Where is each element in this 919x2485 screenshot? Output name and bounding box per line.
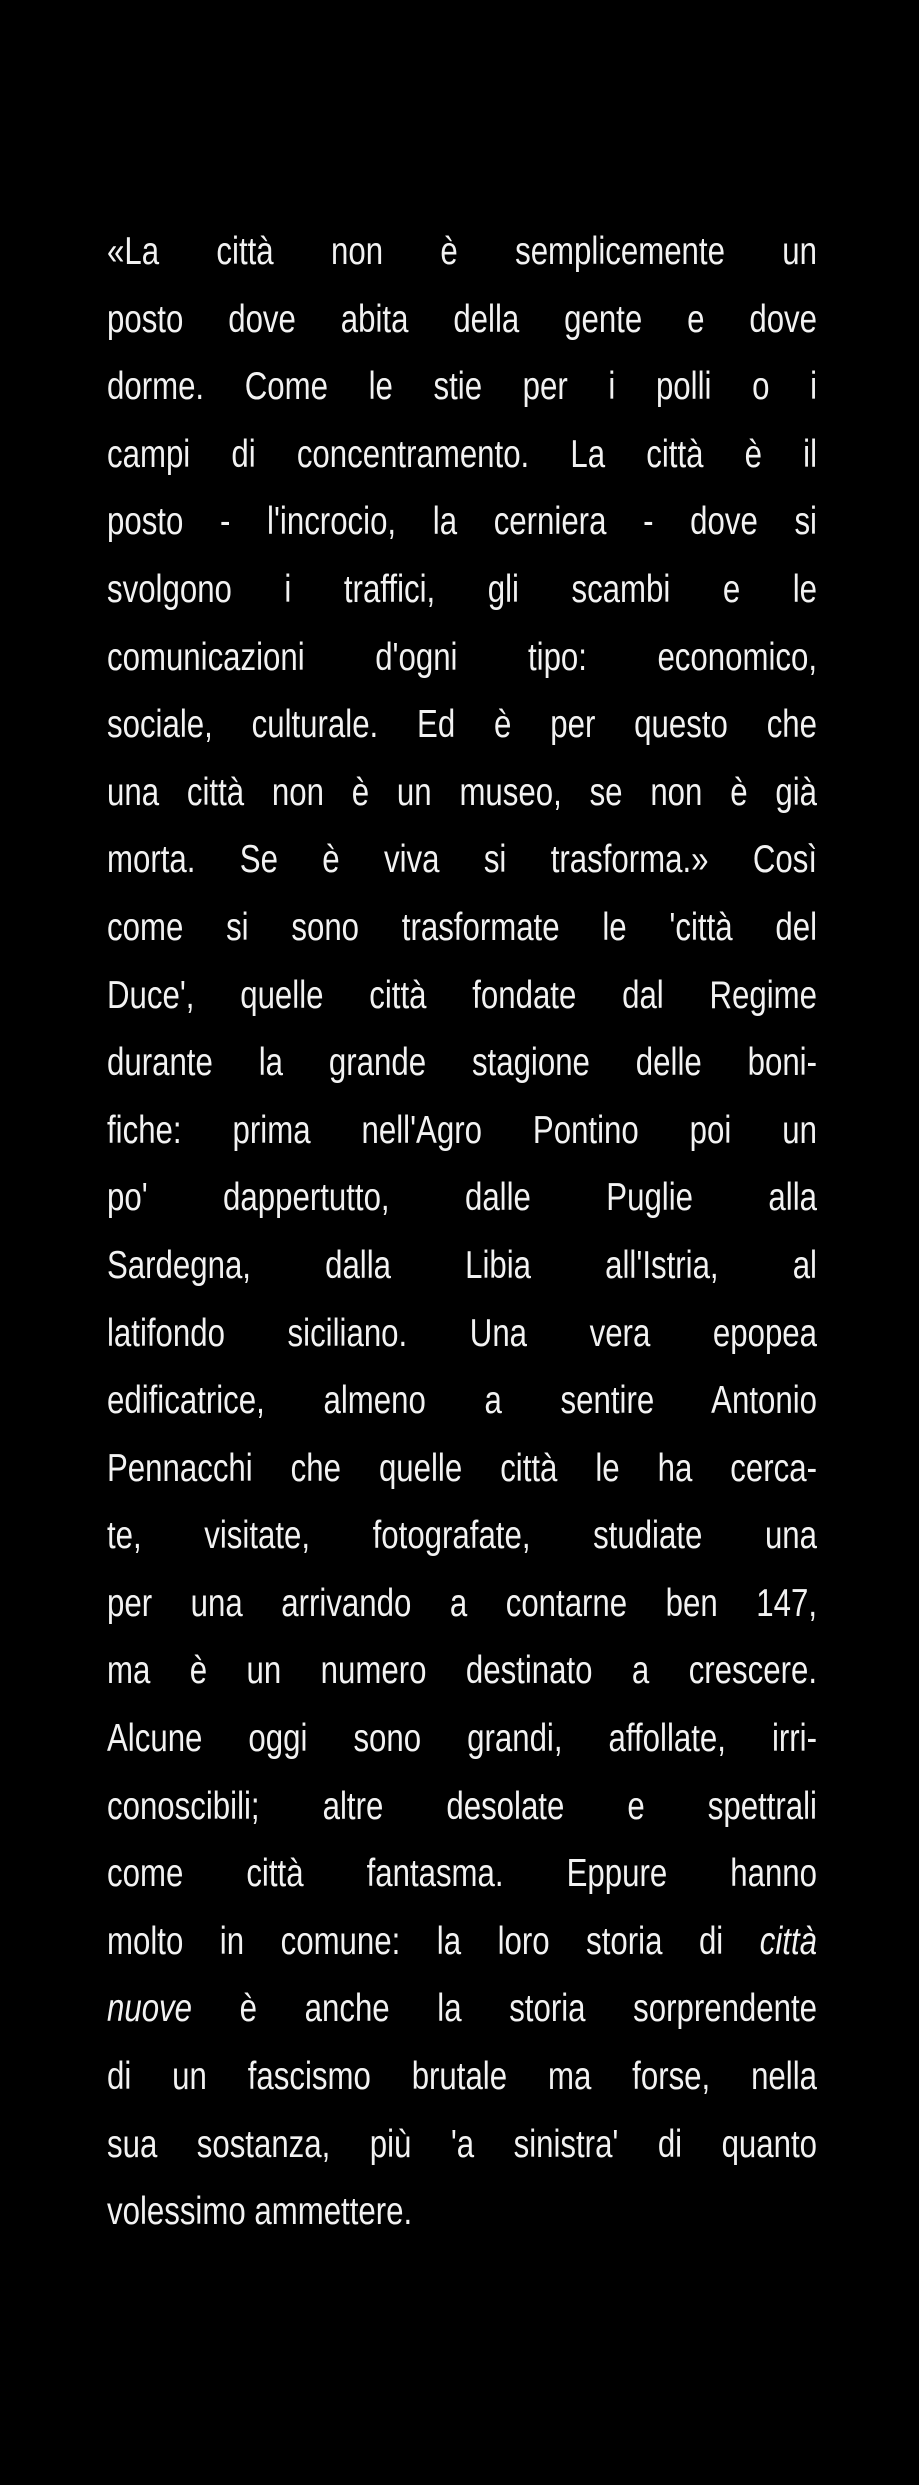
blurb-line: sociale, culturale. Ed è per questo che [107, 703, 817, 747]
blurb-line-with-italic [107, 1975, 817, 2043]
blurb-line: edificatrice, almeno a sentire Antonio [107, 1379, 817, 1423]
blurb-line: morta. Se è viva si trasforma.» Così [107, 838, 817, 882]
blurb-line: comunicazioni d'ogni tipo: economico, [107, 635, 817, 679]
blurb-line: come città fantasma. Eppure hanno [107, 1852, 817, 1896]
blurb-line: te, visitate, fotografate, studiate una [107, 1514, 817, 1558]
blurb-line: Sardegna, dalla Libia all'Istria, al [107, 1243, 817, 1287]
blurb-line: durante la grande stagione delle boni- [107, 1041, 817, 1085]
blurb-text: molto in comune: la loro storia di [107, 1919, 724, 1963]
blurb-line-with-italic [107, 1908, 817, 1976]
blurb-line: Duce', quelle città fondate dal Regime [107, 973, 817, 1017]
blurb-line: Alcune oggi sono grandi, affollate, irri- [107, 1717, 817, 1761]
blurb-line: fiche: prima nell'Agro Pontino poi un [107, 1108, 817, 1152]
blurb-line: «La città non è semplicemente un [107, 230, 817, 273]
blurb-line: sua sostanza, più 'a sinistra' di quanto [107, 2122, 817, 2166]
blurb-line: posto - l'incrocio, la cerniera - dove si [107, 500, 817, 544]
italic-phrase-part-2: nuove [107, 1987, 193, 2031]
blurb-line: conoscibili; altre desolate e spettrali [107, 1784, 817, 1828]
blurb-line: di un fascismo brutale ma forse, nella [107, 2055, 817, 2099]
blurb-line: volessimo ammettere. [107, 2190, 413, 2234]
blurb-line: svolgono i traffici, gli scambi e le [107, 567, 817, 611]
blurb-line: Pennacchi che quelle città le ha cerca- [107, 1446, 817, 1490]
cover-blurb [107, 218, 817, 2246]
blurb-text: è anche la storia sorprendente [239, 1987, 817, 2031]
blurb-line: campi di concentramento. La città è il [107, 432, 817, 476]
blurb-line: ma è un numero destinato a crescere. [107, 1649, 817, 1693]
blurb-line: come si sono trasformate le 'città del [107, 905, 817, 949]
blurb-line: una città non è un museo, se non è già [107, 770, 817, 814]
blurb-line: per una arrivando a contarne ben 147, [107, 1581, 817, 1625]
blurb-line: dorme. Come le stie per i polli o i [107, 365, 817, 409]
blurb-line: posto dove abita della gente e dove [107, 297, 817, 341]
italic-phrase-part-1: città [759, 1919, 817, 1963]
blurb-line: po' dappertutto, dalle Puglie alla [107, 1176, 817, 1220]
blurb-line: latifondo siciliano. Una vera epopea [107, 1311, 817, 1355]
